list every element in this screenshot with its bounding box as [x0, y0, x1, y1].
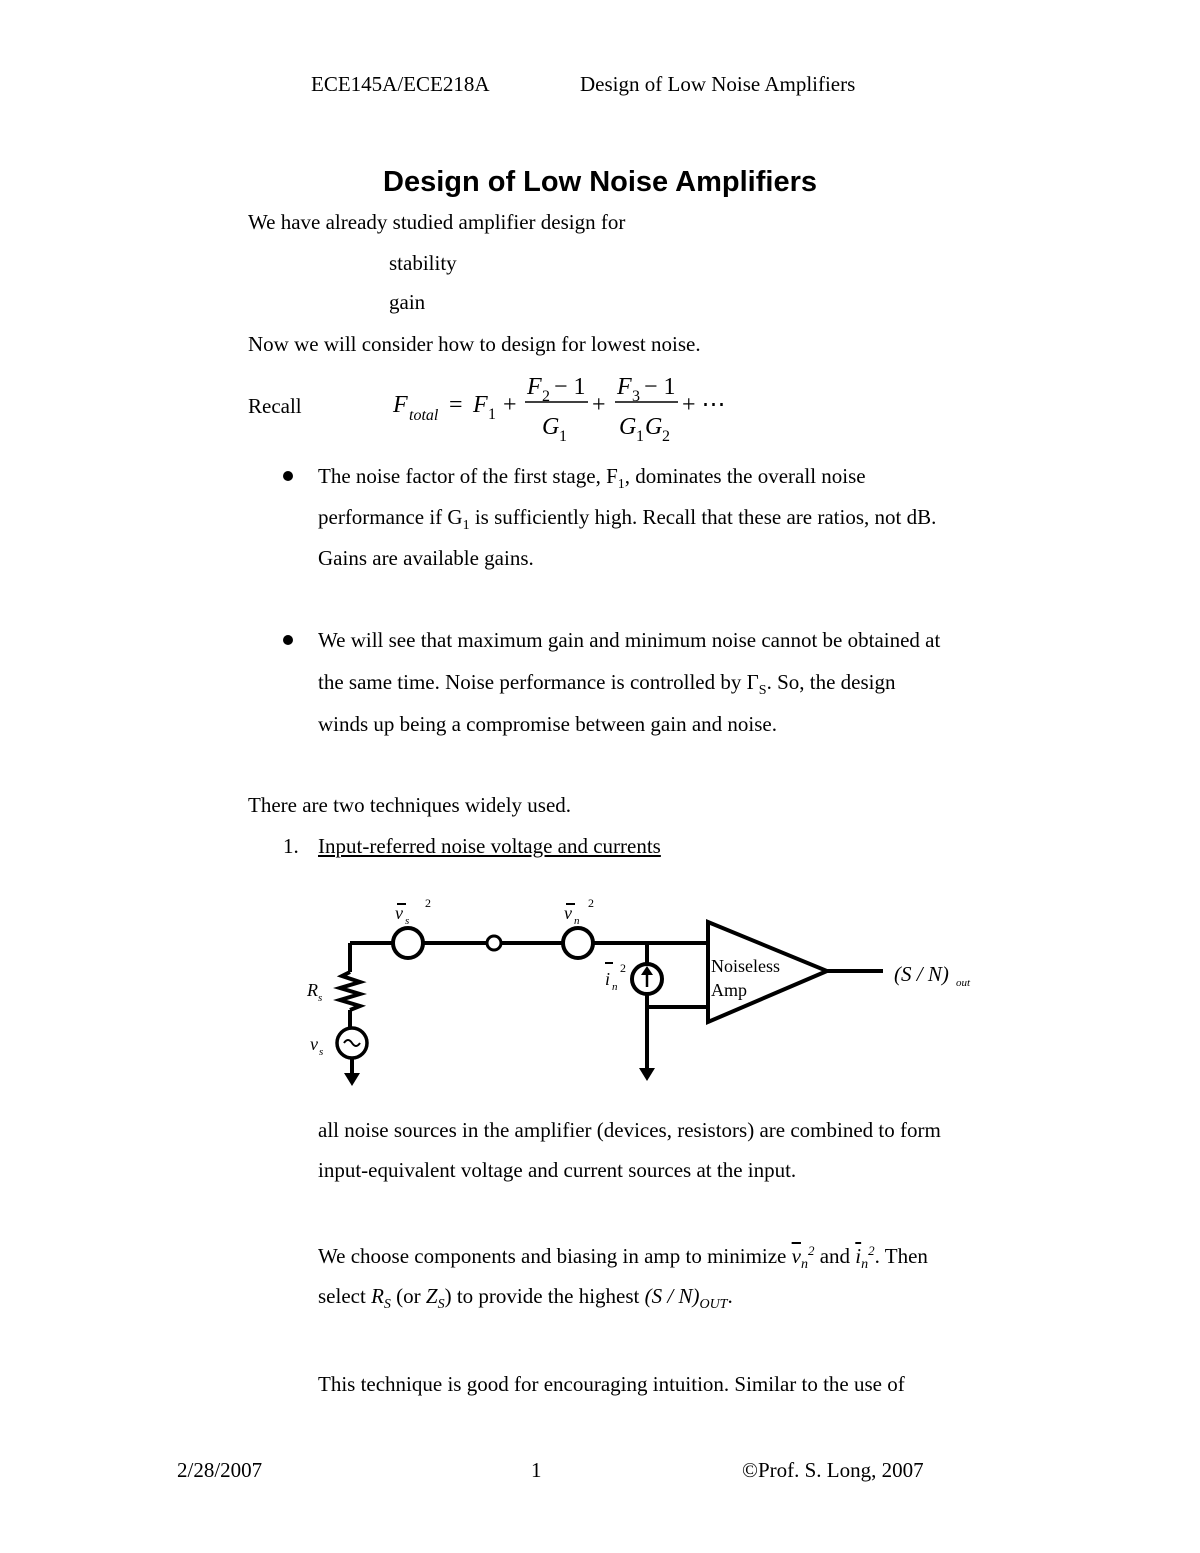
svg-text:1: 1 — [488, 406, 496, 423]
techniques-intro: There are two techniques widely used. — [248, 793, 572, 817]
bullet-dot — [283, 471, 293, 481]
vs-noise-source-icon — [393, 928, 423, 958]
header-course: ECE145A/ECE218A — [311, 72, 490, 96]
output-snr-label: (S / N) — [894, 962, 949, 986]
svg-text:− 1: − 1 — [644, 374, 676, 400]
bullet-1-line-2: performance if $G_1$ is sufficiently high. Recall that these are ratios, not dB. — [318, 505, 937, 534]
amp-label-line-2: Amp — [711, 980, 747, 1000]
svg-text:n: n — [612, 981, 618, 993]
vs-noise-label: v — [395, 903, 403, 923]
vs-label: v — [310, 1034, 318, 1054]
svg-text:2: 2 — [425, 896, 431, 910]
technique-1-label: Input-referred noise voltage and currents — [318, 834, 661, 858]
bullet-2-line-2: the same time. Noise performance is controlled by $\Gamma_S$. So, the design — [318, 670, 896, 699]
intro-item-gain: gain — [389, 290, 426, 314]
svg-text:F: F — [473, 392, 488, 418]
ground-arrow-icon — [344, 1073, 360, 1086]
svg-text:total: total — [409, 407, 439, 424]
svg-text:2: 2 — [662, 428, 670, 445]
recall-label: Recall — [248, 394, 302, 418]
bullet-1-line-1: The noise factor of the first stage, $F_1$, dominates the overall noise — [318, 464, 866, 493]
technique-1-number: 1. — [283, 834, 299, 858]
paragraph-2-line-1: We choose components and biasing in amp to minimize $\overline{v}_n^2$ and $\overline{i}_n^2$. Then — [318, 1243, 928, 1273]
page-title: Design of Low Noise Amplifiers — [383, 166, 817, 198]
bullet-2-line-1: We will see that maximum gain and minimum noise cannot be obtained at — [318, 628, 941, 652]
paragraph-3-line-1: This technique is good for encouraging intuition. Similar to the use of — [318, 1372, 905, 1396]
intro-line: We have already studied amplifier design for — [248, 210, 626, 234]
paragraph-1-line-1: all noise sources in the amplifier (devices, resistors) are combined to form — [318, 1118, 941, 1142]
ac-wave-icon — [344, 1040, 360, 1046]
svg-text:− 1: − 1 — [554, 374, 586, 400]
footer-page-number: 1 — [531, 1458, 542, 1482]
svg-text:s: s — [319, 1046, 324, 1058]
paragraph-2-line-2: select $R_S$ (or $Z_S$) to provide the highest $(S / N)_{OUT}$. — [318, 1284, 733, 1313]
amp-label-line-1: Noiseless — [711, 956, 780, 976]
svg-text:s: s — [405, 915, 410, 927]
svg-text:=: = — [449, 392, 463, 418]
paragraph-1-line-2: input-equivalent voltage and current sources at the input. — [318, 1158, 797, 1182]
svg-text:G: G — [619, 414, 637, 440]
svg-text:G: G — [542, 414, 560, 440]
arrow-up-icon — [641, 966, 653, 975]
svg-text:3: 3 — [632, 388, 640, 405]
svg-text:G: G — [645, 414, 663, 440]
svg-text:2: 2 — [588, 896, 594, 910]
svg-text:1: 1 — [636, 428, 644, 445]
svg-text:+ ⋯: + ⋯ — [682, 392, 726, 418]
footer-copyright: ©Prof. S. Long, 2007 — [742, 1458, 924, 1482]
vn-noise-label: v — [564, 903, 572, 923]
svg-text:n: n — [574, 915, 580, 927]
vn-noise-source-icon — [563, 928, 593, 958]
svg-text:1: 1 — [559, 428, 567, 445]
svg-text:F: F — [393, 392, 408, 418]
intro-item-stability: stability — [389, 251, 457, 275]
header-topic: Design of Low Noise Amplifiers — [580, 72, 856, 96]
svg-text:s: s — [318, 992, 323, 1004]
in-noise-label: i — [605, 969, 611, 989]
footer-date: 2/28/2007 — [177, 1458, 263, 1482]
resistor-icon — [340, 972, 360, 1010]
node-terminal-icon — [487, 936, 501, 950]
noise-factor-equation — [385, 368, 745, 448]
svg-text:2: 2 — [542, 388, 550, 405]
svg-text:F: F — [527, 374, 542, 400]
svg-text:out: out — [956, 977, 971, 989]
rs-label: R — [307, 980, 318, 1000]
bullet-1-line-3: Gains are available gains. — [318, 546, 534, 570]
svg-text:F: F — [617, 374, 632, 400]
ground-arrow-icon — [639, 1068, 655, 1081]
svg-text:+: + — [592, 392, 606, 418]
bullet-2-line-3: winds up being a compromise between gain and noise. — [318, 712, 777, 736]
noise-circuit-diagram — [300, 890, 990, 1090]
svg-text:2: 2 — [620, 961, 626, 975]
svg-text:+: + — [503, 392, 517, 418]
intro-line-2: Now we will consider how to design for lowest noise. — [248, 332, 701, 356]
bullet-dot — [283, 635, 293, 645]
